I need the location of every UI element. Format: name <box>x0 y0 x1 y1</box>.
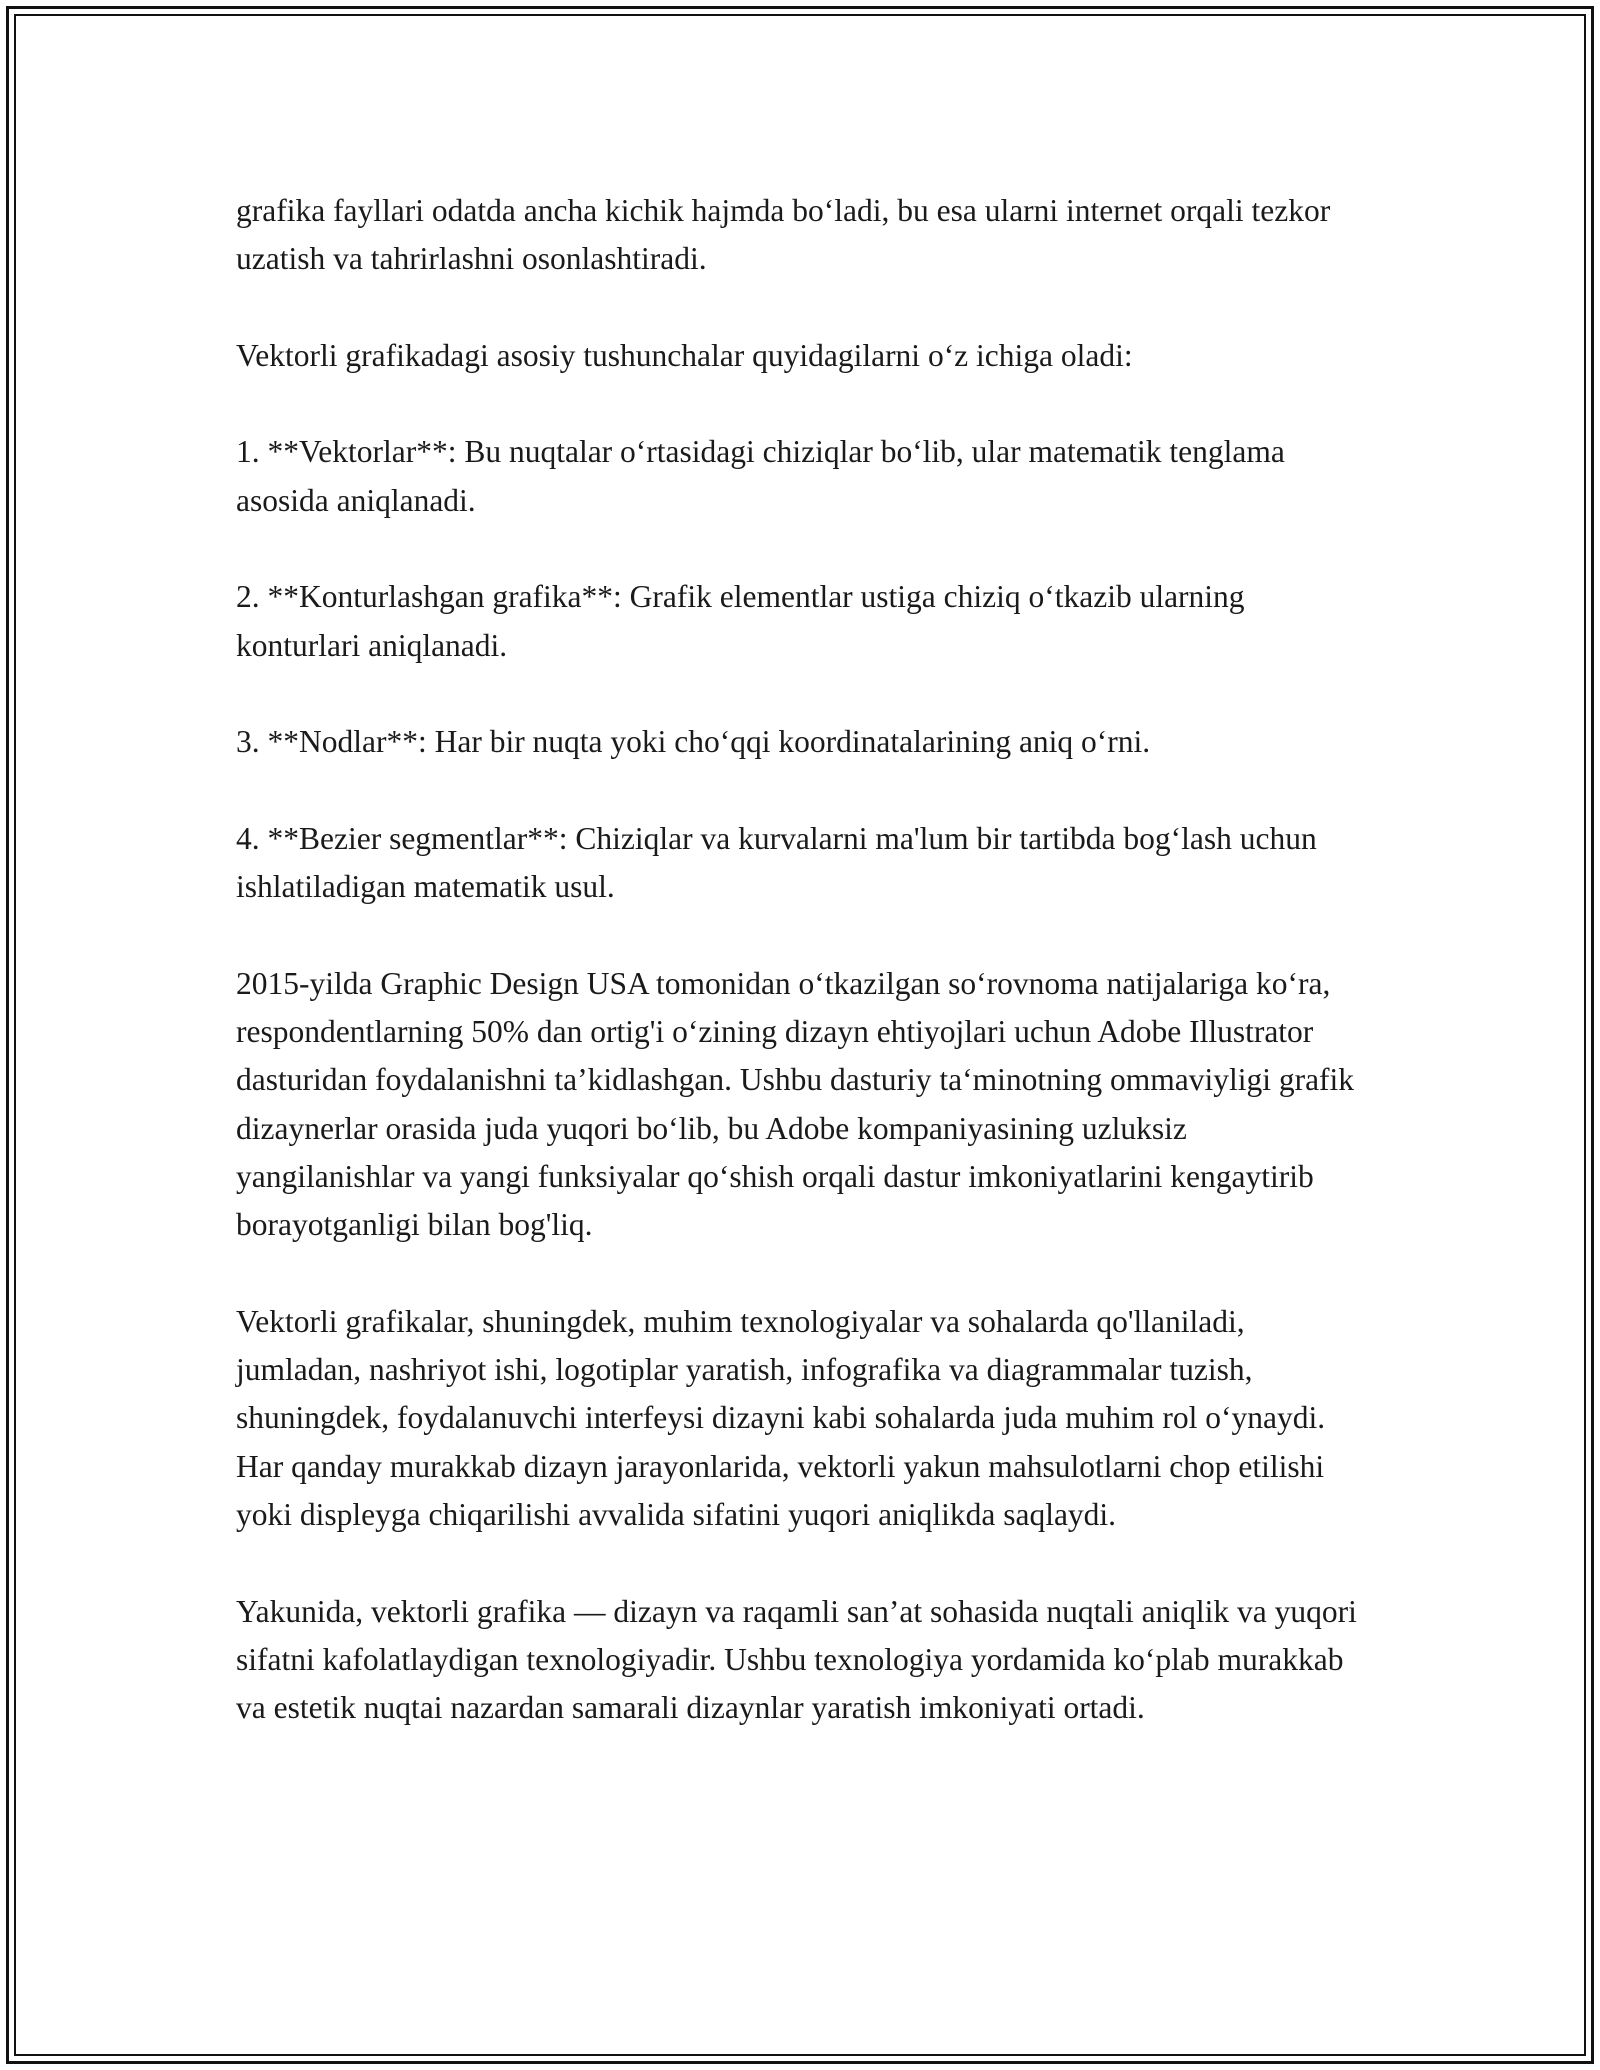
list-item-nodes: 3. **Nodlar**: Har bir nuqta yoki cho‘qqi koordinatalarining aniq o‘rni. <box>236 724 1151 760</box>
document-body <box>236 187 1366 1733</box>
list-item-bezier-segments: 4. **Bezier segmentlar**: Chiziqlar va kurvalarni ma'lum bir tartibda bog‘lash uchun ishlatiladigan matematik usul. <box>236 820 1317 905</box>
paragraph-applications: Vektorli grafikalar, shuningdek, muhim texnologiyalar va sohalarda qo'llaniladi, jumladan, nashriyot ishi, logotiplar yaratish, infografika va diagrammalar tuzish, shuningdek, foydalanuvchi interfeysi dizayni kabi sohalarda juda muhim rol o‘ynaydi. Har qanday murakkab dizayn jarayonlarida, vektorli yakun mahsulotlarni chop etilishi yoki displeyga chiqarilishi avvalida sifatini yuqori aniqlikda saqlaydi. <box>236 1303 1326 1533</box>
paragraph-survey-2015: 2015-yilda Graphic Design USA tomonidan o‘tkazilgan so‘rovnoma natijalariga ko‘ra, respondentlarning 50% dan ortig'i o‘zining dizayn ehtiyojlari uchun Adobe Illustrator dasturidan foydalanishni ta’kidlashgan. Ushbu dasturiy ta‘minotning ommaviyligi grafik dizaynerlar orasida juda yuqori bo‘lib, bu Adobe kompaniyasining uzluksiz yangilanishlar va yangi funksiyalar qo‘shish orqali dastur imkoniyatlarini kengaytirib borayotganligi bilan bog'liq. <box>236 965 1355 1243</box>
list-item-vectors: 1. **Vektorlar**: Bu nuqtalar o‘rtasidagi chiziqlar bo‘lib, ular matematik tenglama asosida aniqlanadi. <box>236 434 1285 518</box>
paragraph-key-concepts-intro: Vektorli grafikadagi asosiy tushunchalar quyidagilarni o‘z ichiga oladi: <box>236 337 1133 373</box>
paragraph-conclusion: Yakunida, vektorli grafika — dizayn va raqamli san’at sohasida nuqtali aniqlik va yuqori sifatni kafolatlaydigan texnologiyadir. Ushbu texnologiya yordamida ko‘plab murakkab va estetik nuqtai nazardan samarali dizaynlar yaratish imkoniyati ortadi. <box>236 1593 1357 1726</box>
list-item-contour-graphics: 2. **Konturlashgan grafika**: Grafik elementlar ustiga chiziq o‘tkazib ularning konturlari aniqlanadi. <box>236 579 1245 663</box>
paragraph-file-size: grafika fayllari odatda ancha kichik hajmda bo‘ladi, bu esa ularni internet orqali tezkor uzatish va tahrirlashni osonlashtiradi. <box>236 193 1331 277</box>
